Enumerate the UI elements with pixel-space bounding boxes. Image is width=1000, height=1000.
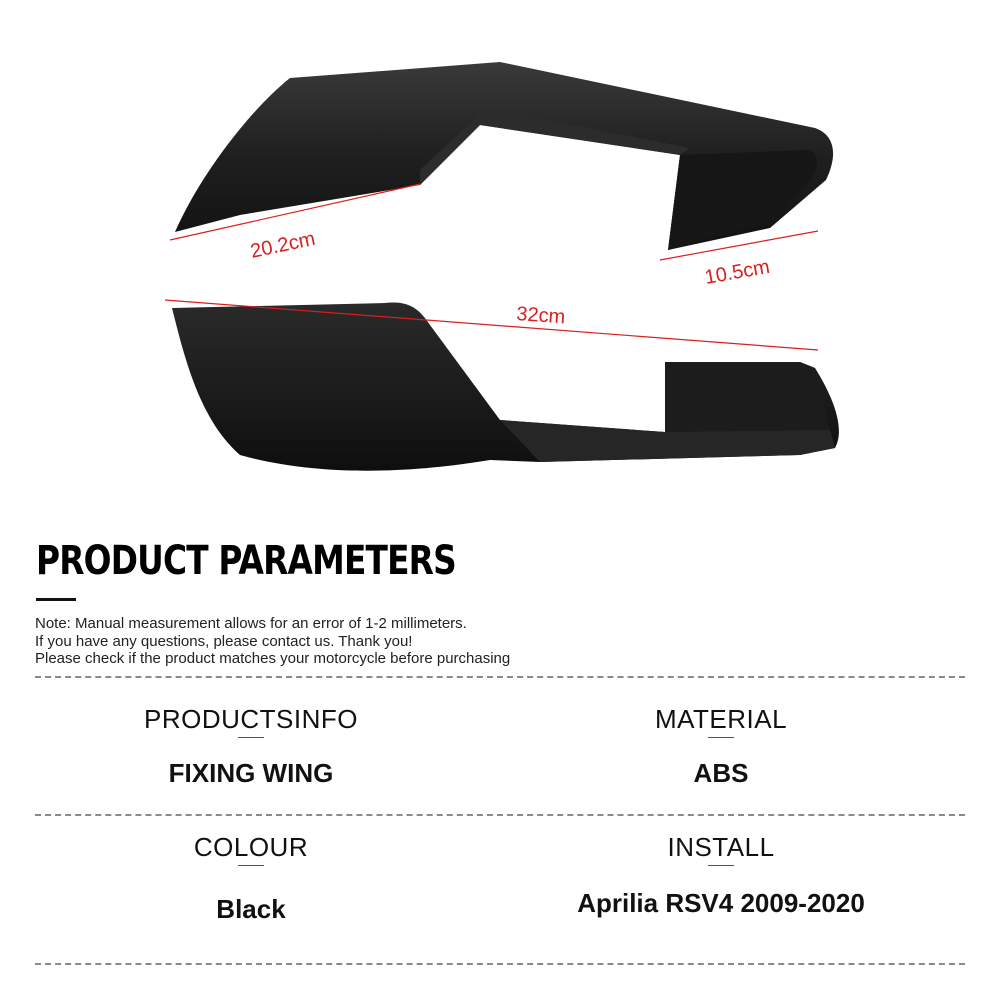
label-tick (238, 737, 264, 738)
param-label: INSTALL (667, 832, 775, 862)
dimension-label-top: 20.2cm (248, 227, 318, 263)
lower-wing (172, 302, 839, 470)
label-tick (708, 865, 734, 866)
param-material (511, 704, 931, 789)
note-line: Note: Manual measurement allows for an error of 1-2 millimeters. (35, 615, 467, 632)
param-productsinfo (41, 704, 461, 789)
dimension-label-overall: 32cm (515, 303, 566, 329)
dimension-label-side: 10.5cm (703, 255, 772, 289)
note-line: Please check if the product matches your motorcycle before purchasing (35, 650, 511, 667)
param-label: PRODUCTSINFO (144, 704, 358, 734)
param-value: ABS (693, 758, 749, 788)
label-tick (238, 865, 264, 866)
section-title: PRODUCT PARAMETERS (36, 538, 456, 584)
divider (35, 814, 965, 816)
param-label: MATERIAL (654, 704, 788, 734)
label-tick (708, 737, 734, 738)
param-colour (41, 832, 461, 925)
param-value: Aprilia RSV4 2009-2020 (577, 888, 865, 918)
note-line: If you have any questions, please contact us. Thank you! (35, 632, 413, 650)
param-value: FIXING WING (168, 758, 334, 788)
param-install (511, 832, 931, 919)
divider (35, 676, 965, 678)
title-underline (36, 598, 76, 601)
notes (35, 615, 510, 668)
upper-wing (175, 62, 833, 250)
param-value: Black (216, 894, 286, 924)
divider (35, 963, 965, 965)
param-label: COLOUR (193, 832, 309, 862)
